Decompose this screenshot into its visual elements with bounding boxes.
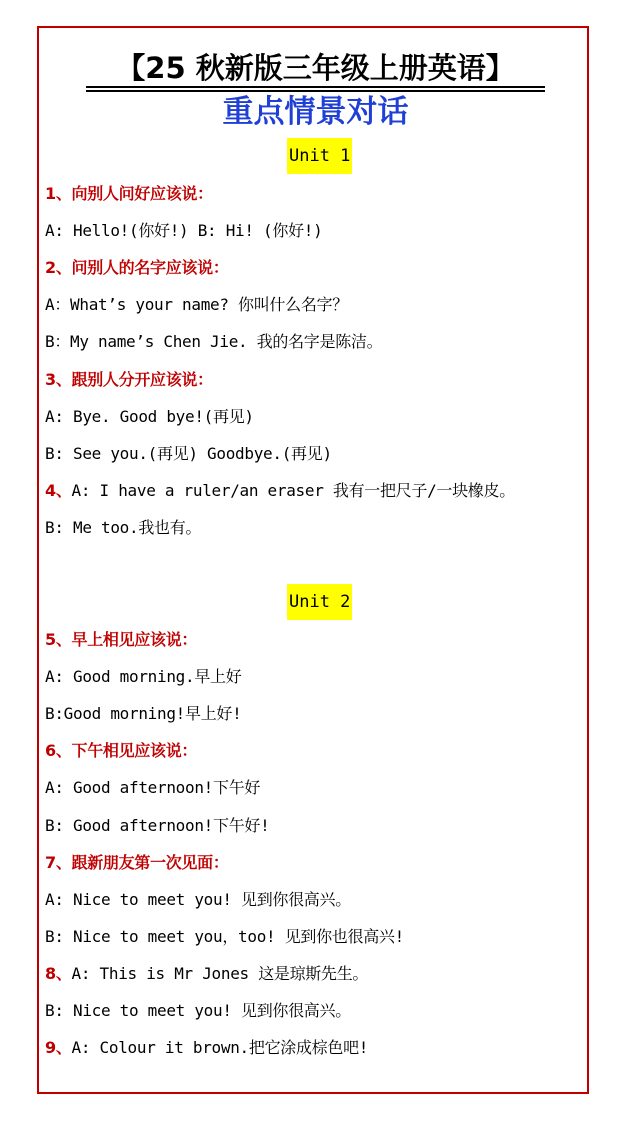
dialog-line: A: Bye. Good bye!(再见): [45, 407, 254, 426]
dialog-heading-6: 6、下午相见应该说：: [45, 741, 198, 760]
dialog-text: A: This is Mr Jones 这是琼斯先生。: [71, 964, 369, 983]
dialog-line-numbered-9: [45, 1034, 368, 1062]
dialog-line: B: Me too.我也有。: [45, 518, 202, 537]
dialog-line: A：What’s your name? 你叫什么名字？: [45, 295, 348, 314]
dialog-heading-5: 5、早上相见应该说：: [45, 630, 198, 649]
dialog-line: B: Nice to meet you，too! 见到你也很高兴!: [45, 927, 404, 946]
dialog-heading-2: 2、问别人的名字应该说：: [45, 258, 229, 277]
dialog-text: A: Colour it brown.把它涂成棕色吧!: [71, 1038, 369, 1057]
dialog-line: A: Hello!(你好!) B: Hi! (你好!): [45, 221, 323, 240]
dialog-text: A: I have a ruler/an eraser 我有一把尺子/一块橡皮。: [71, 481, 515, 500]
dialog-line: B: Good afternoon!下午好!: [45, 816, 270, 835]
dialog-line: B: Nice to meet you! 见到你很高兴。: [45, 1001, 351, 1020]
dialog-line: A: Good afternoon!下午好: [45, 778, 261, 797]
dialog-line: B：My name’s Chen Jie. 我的名字是陈洁。: [45, 332, 383, 351]
page-title: 【25 秋新版三年级上册英语】: [116, 51, 515, 85]
dialog-line-numbered-8: [45, 960, 368, 988]
dialog-line-numbered-4: [45, 477, 515, 505]
dialog-line: A: Good morning.早上好: [45, 667, 242, 686]
dialog-line: A: Nice to meet you! 见到你很高兴。: [45, 890, 351, 909]
dialog-heading-7: 7、跟新朋友第一次见面：: [45, 853, 229, 872]
item-number: 8、: [45, 964, 72, 983]
dialog-line: B: See you.(再见) Goodbye.(再见): [45, 444, 332, 463]
item-number: 4、: [45, 481, 72, 500]
item-number: 9、: [45, 1038, 72, 1057]
title-underline-top: [86, 86, 545, 88]
page-subtitle: 重点情景对话: [222, 94, 409, 130]
unit-2-label: Unit 2: [287, 584, 352, 620]
unit-1-label: Unit 1: [287, 138, 352, 174]
dialog-heading-3: 3、跟别人分开应该说：: [45, 370, 213, 389]
dialog-heading-1: 1、向别人问好应该说：: [45, 184, 213, 203]
dialog-line: B:Good morning!早上好!: [45, 704, 242, 723]
